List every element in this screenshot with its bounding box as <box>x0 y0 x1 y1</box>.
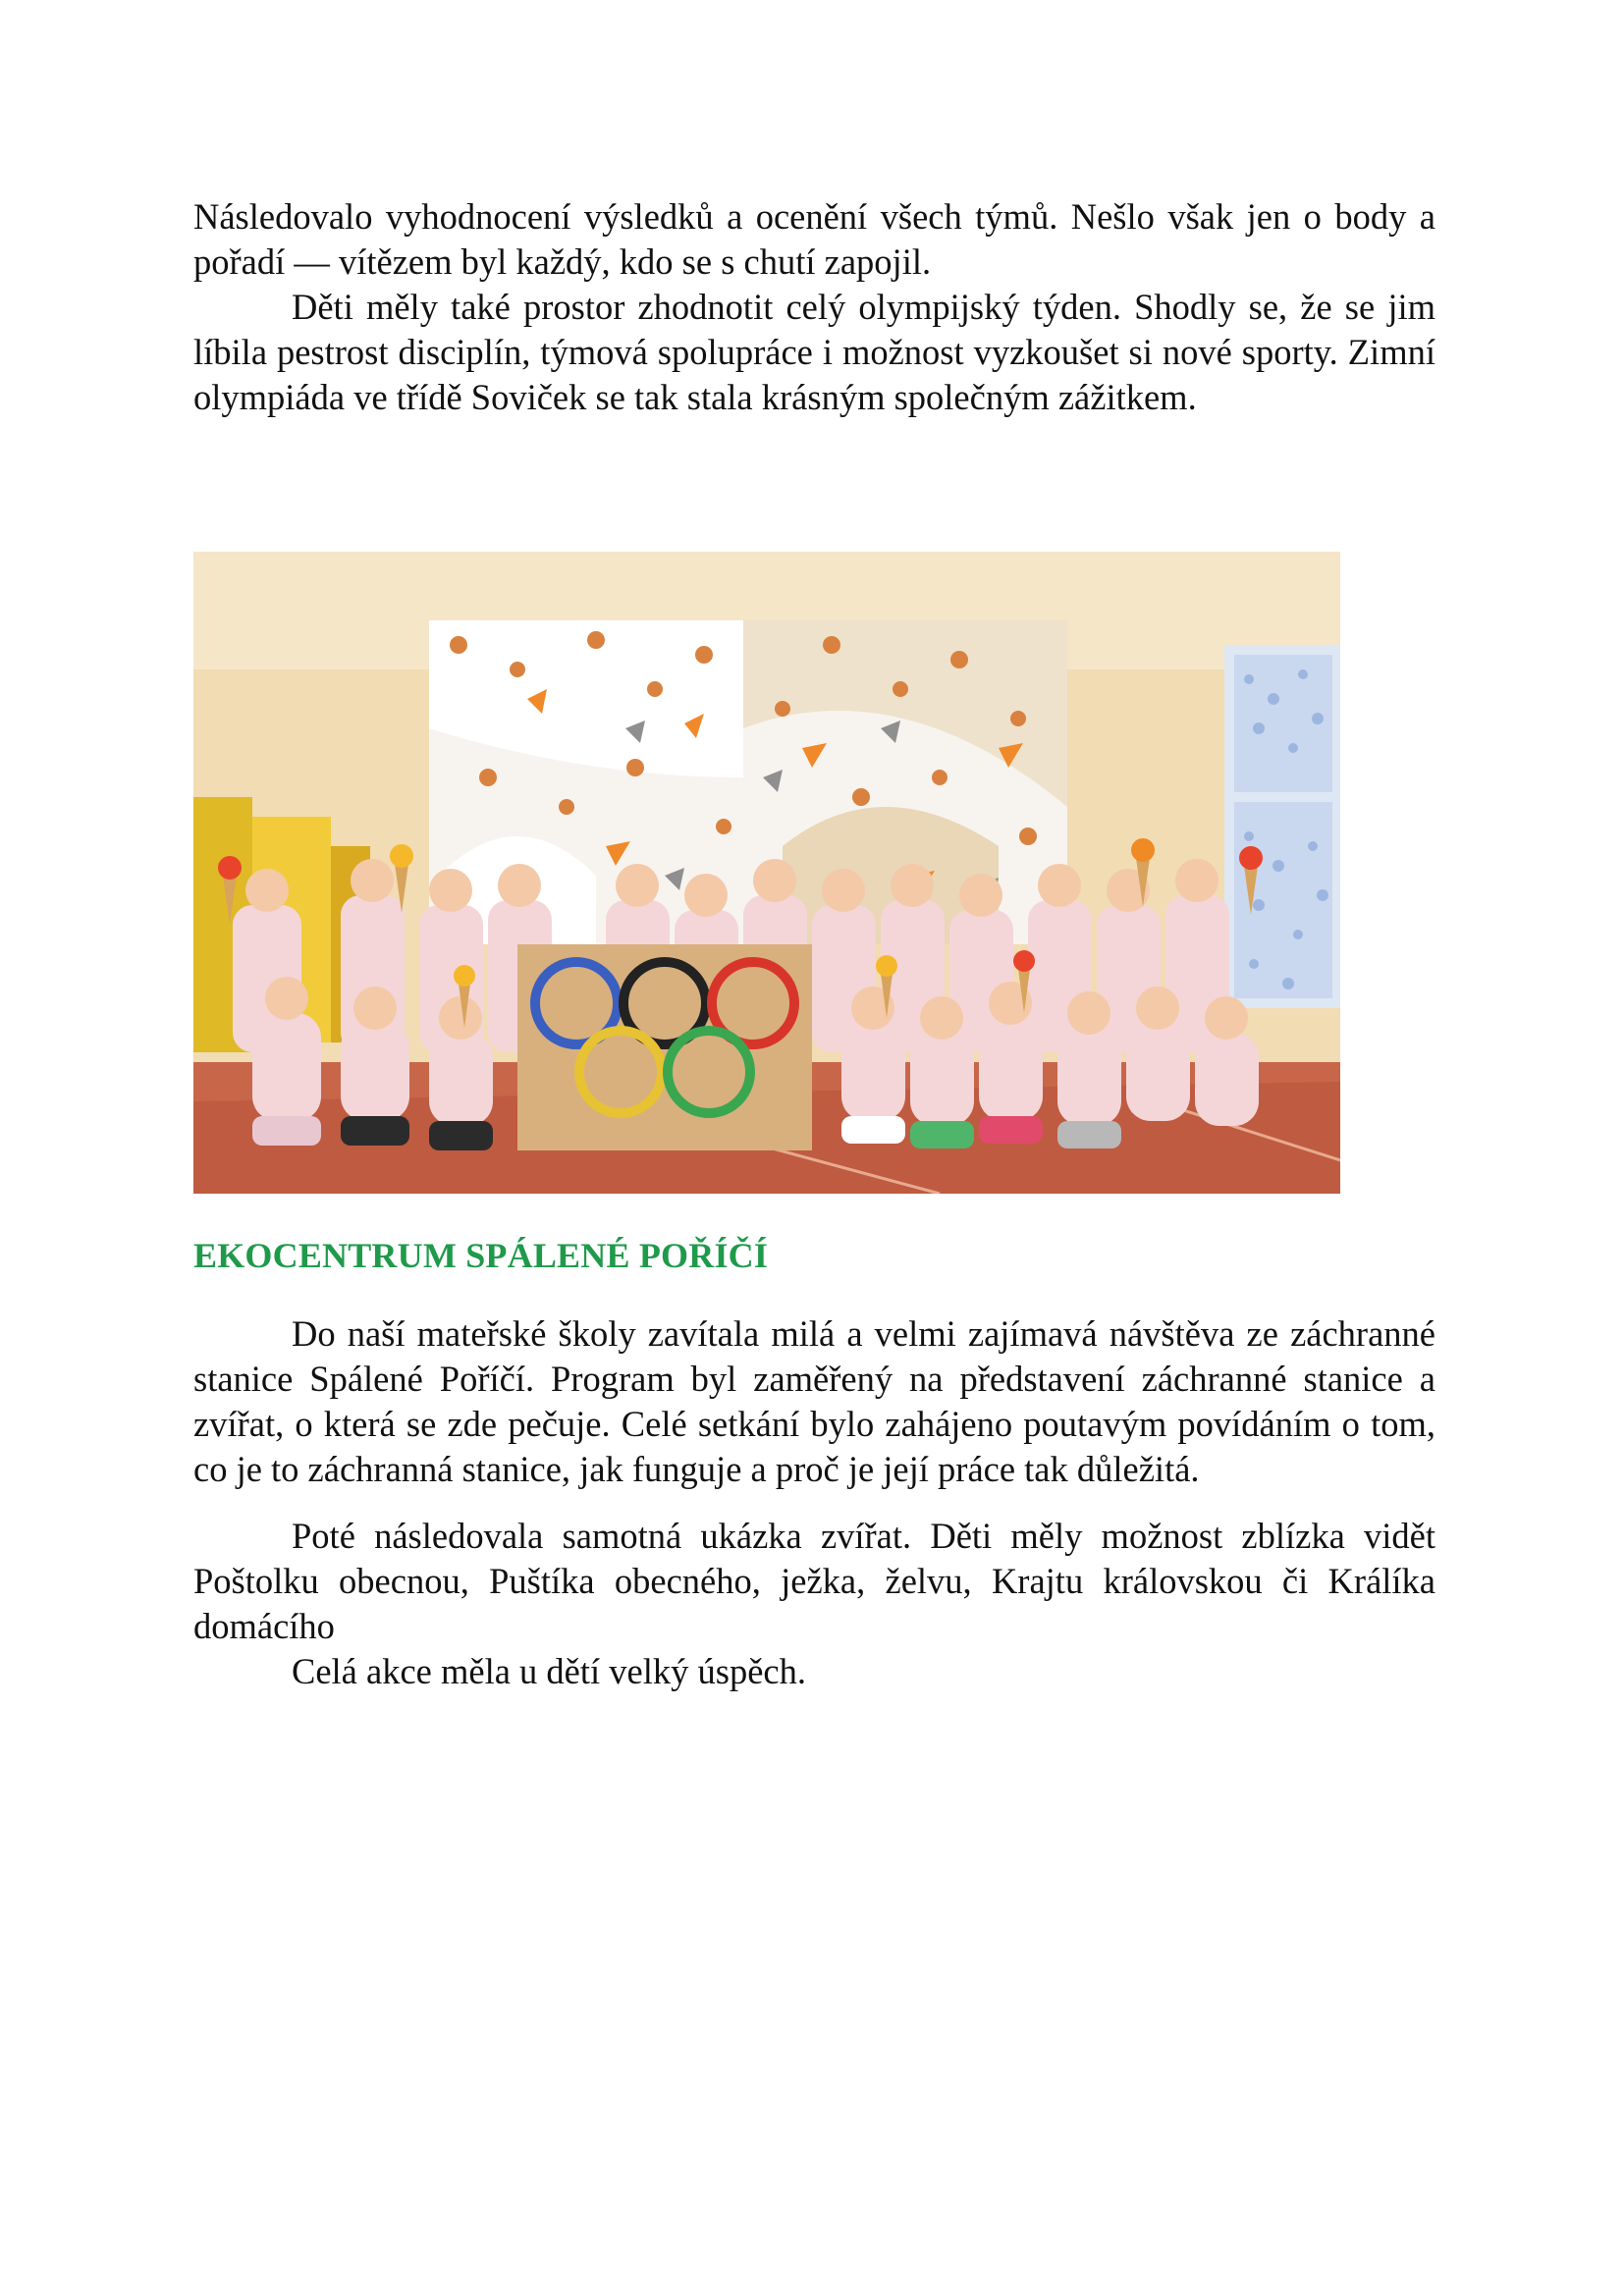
photo-illustration <box>193 552 1340 1194</box>
section-paragraph-1: Do naší mateřské školy zavítala milá a velmi zajímavá návštěva ze záchranné stanice Spálené Poříčí. Program byl zaměřený na představení záchranné stanice a zvířat, o která se zde pečuje. Celé setkání bylo zahájeno poutavým povídáním o tom, co je to záchranná stanice, jak funguje a proč je její práce tak důležitá. <box>193 1313 1435 1489</box>
section-paragraph-2: Poté následovala samotná ukázka zvířat. Děti měly možnost zblízka vidět Poštolku obecnou, Puštíka obecného, ježka, želvu, Krajtu královskou či Králíka domácího <box>193 1516 1435 1646</box>
group-photo <box>193 552 1340 1194</box>
intro-paragraph-1: Následovalo vyhodnocení výsledků a ocenění všech týmů. Nešlo však jen o body a pořadí — vítězem byl každý, kdo se s chutí zapojil. <box>193 196 1435 282</box>
section-text <box>193 1311 1435 1694</box>
section-heading: EKOCENTRUM SPÁLENÉ POŘÍČÍ <box>193 1236 769 1275</box>
section-paragraph-3: Celá akce měla u dětí velký úspěch. <box>292 1651 806 1691</box>
intro-paragraph-2: Děti měly také prostor zhodnotit celý olympijský týden. Shodly se, že se jim líbila pestrost disciplín, týmová spolupráce i možnost vyzkoušet si nové sporty. Zimní olympiáda ve třídě Soviček se tak stala krásným společným zážitkem. <box>193 287 1435 417</box>
intro-text <box>193 194 1435 420</box>
